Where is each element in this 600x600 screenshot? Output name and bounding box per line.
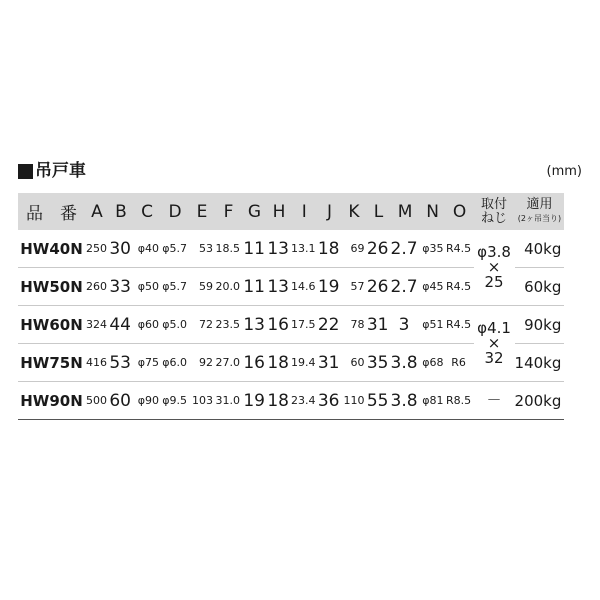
cell-f: 31.0 bbox=[215, 382, 242, 420]
cell-a: 260 bbox=[85, 268, 109, 306]
table-row bbox=[18, 230, 564, 268]
cell-o: R4.5 bbox=[446, 230, 474, 268]
header-applied-main: 適用 bbox=[526, 197, 553, 212]
row-name: HW75N bbox=[18, 344, 85, 382]
header-col-j: J bbox=[318, 193, 342, 230]
cell-a: 250 bbox=[85, 230, 109, 268]
header-col-g: G bbox=[242, 193, 267, 230]
cell-b: 44 bbox=[109, 306, 133, 344]
cell-c: φ75 bbox=[133, 344, 161, 382]
cell-applied: 200kg bbox=[515, 382, 565, 420]
screw-1-line2: × bbox=[487, 258, 501, 276]
cell-c: φ60 bbox=[133, 306, 161, 344]
cell-e: 103 bbox=[189, 382, 215, 420]
cell-o: R8.5 bbox=[446, 382, 474, 420]
cell-h: 13 bbox=[267, 230, 291, 268]
cell-c: φ40 bbox=[133, 230, 161, 268]
cell-e: 59 bbox=[189, 268, 215, 306]
cell-b: 60 bbox=[109, 382, 133, 420]
table-header-row bbox=[18, 193, 564, 230]
cell-f: 20.0 bbox=[215, 268, 242, 306]
header-col-k: K bbox=[342, 193, 367, 230]
cell-g: 16 bbox=[242, 344, 267, 382]
screw-cell-3 bbox=[474, 382, 515, 420]
cell-d: φ5.0 bbox=[161, 306, 189, 344]
screw-2-line3: 32 bbox=[484, 349, 504, 367]
cell-m: 3 bbox=[391, 306, 420, 344]
screw-1-line3: 25 bbox=[484, 273, 504, 291]
cell-m: 2.7 bbox=[391, 268, 420, 306]
cell-h: 18 bbox=[267, 382, 291, 420]
cell-g: 13 bbox=[242, 306, 267, 344]
cell-n: φ45 bbox=[420, 268, 446, 306]
cell-k: 78 bbox=[342, 306, 367, 344]
cell-k: 57 bbox=[342, 268, 367, 306]
cell-b: 53 bbox=[109, 344, 133, 382]
spec-table bbox=[18, 193, 564, 420]
cell-k: 110 bbox=[342, 382, 367, 420]
screw-2-line2: × bbox=[487, 334, 501, 352]
header-screw bbox=[474, 193, 515, 230]
cell-i: 14.6 bbox=[291, 268, 318, 306]
header-col-h: H bbox=[267, 193, 291, 230]
cell-l: 31 bbox=[367, 306, 391, 344]
header-col-c: C bbox=[133, 193, 161, 230]
cell-applied: 140kg bbox=[515, 344, 565, 382]
cell-g: 11 bbox=[242, 230, 267, 268]
cell-i: 17.5 bbox=[291, 306, 318, 344]
cell-d: φ5.7 bbox=[161, 230, 189, 268]
cell-f: 27.0 bbox=[215, 344, 242, 382]
cell-i: 19.4 bbox=[291, 344, 318, 382]
cell-g: 19 bbox=[242, 382, 267, 420]
cell-d: φ6.0 bbox=[161, 344, 189, 382]
cell-j: 31 bbox=[318, 344, 342, 382]
cell-e: 92 bbox=[189, 344, 215, 382]
cell-m: 3.8 bbox=[391, 382, 420, 420]
cell-l: 26 bbox=[367, 268, 391, 306]
unit-label: (mm) bbox=[546, 164, 582, 179]
cell-e: 53 bbox=[189, 230, 215, 268]
cell-o: R6 bbox=[446, 344, 474, 382]
screw-2-line1: φ4.1 bbox=[477, 319, 511, 337]
cell-g: 11 bbox=[242, 268, 267, 306]
cell-i: 13.1 bbox=[291, 230, 318, 268]
cell-l: 55 bbox=[367, 382, 391, 420]
cell-i: 23.4 bbox=[291, 382, 318, 420]
cell-k: 60 bbox=[342, 344, 367, 382]
cell-a: 324 bbox=[85, 306, 109, 344]
row-name: HW60N bbox=[18, 306, 85, 344]
cell-a: 416 bbox=[85, 344, 109, 382]
header-name: 品 番 bbox=[18, 193, 85, 230]
cell-c: φ90 bbox=[133, 382, 161, 420]
header-col-a: A bbox=[85, 193, 109, 230]
cell-k: 69 bbox=[342, 230, 367, 268]
cell-o: R4.5 bbox=[446, 306, 474, 344]
cell-c: φ50 bbox=[133, 268, 161, 306]
row-name: HW40N bbox=[18, 230, 85, 268]
row-name: HW90N bbox=[18, 382, 85, 420]
header-col-m: M bbox=[391, 193, 420, 230]
cell-j: 22 bbox=[318, 306, 342, 344]
cell-m: 3.8 bbox=[391, 344, 420, 382]
cell-f: 18.5 bbox=[215, 230, 242, 268]
cell-n: φ35 bbox=[420, 230, 446, 268]
cell-j: 18 bbox=[318, 230, 342, 268]
cell-b: 30 bbox=[109, 230, 133, 268]
header-col-f: F bbox=[215, 193, 242, 230]
cell-m: 2.7 bbox=[391, 230, 420, 268]
cell-n: φ51 bbox=[420, 306, 446, 344]
cell-o: R4.5 bbox=[446, 268, 474, 306]
cell-applied: 90kg bbox=[515, 306, 565, 344]
screw-1-line1: φ3.8 bbox=[477, 243, 511, 261]
table-row bbox=[18, 306, 564, 344]
header-col-l: L bbox=[367, 193, 391, 230]
cell-b: 33 bbox=[109, 268, 133, 306]
header-col-i: I bbox=[291, 193, 318, 230]
cell-f: 23.5 bbox=[215, 306, 242, 344]
cell-applied: 40kg bbox=[515, 230, 565, 268]
screw-3-line1: － bbox=[486, 391, 502, 409]
header-col-b: B bbox=[109, 193, 133, 230]
title-square-icon bbox=[18, 164, 33, 179]
cell-h: 18 bbox=[267, 344, 291, 382]
header-col-n: N bbox=[420, 193, 446, 230]
header-col-d: D bbox=[161, 193, 189, 230]
table-row bbox=[18, 382, 564, 420]
cell-h: 16 bbox=[267, 306, 291, 344]
row-name: HW50N bbox=[18, 268, 85, 306]
cell-n: φ68 bbox=[420, 344, 446, 382]
cell-applied: 60kg bbox=[515, 268, 565, 306]
cell-l: 35 bbox=[367, 344, 391, 382]
header-applied bbox=[515, 193, 565, 230]
screw-cell-2 bbox=[474, 306, 515, 382]
cell-j: 19 bbox=[318, 268, 342, 306]
cell-n: φ81 bbox=[420, 382, 446, 420]
cell-h: 13 bbox=[267, 268, 291, 306]
cell-a: 500 bbox=[85, 382, 109, 420]
page-title: 吊戸車 bbox=[35, 161, 86, 181]
cell-e: 72 bbox=[189, 306, 215, 344]
cell-l: 26 bbox=[367, 230, 391, 268]
header-screw-line1: 取付 bbox=[481, 196, 508, 212]
title-row bbox=[18, 160, 582, 184]
cell-j: 36 bbox=[318, 382, 342, 420]
header-col-o: O bbox=[446, 193, 474, 230]
header-screw-line2: ねじ bbox=[481, 210, 508, 226]
screw-cell-1 bbox=[474, 230, 515, 306]
cell-d: φ5.7 bbox=[161, 268, 189, 306]
header-applied-sub: (2ヶ吊当り) bbox=[517, 214, 562, 223]
cell-d: φ9.5 bbox=[161, 382, 189, 420]
header-col-e: E bbox=[189, 193, 215, 230]
